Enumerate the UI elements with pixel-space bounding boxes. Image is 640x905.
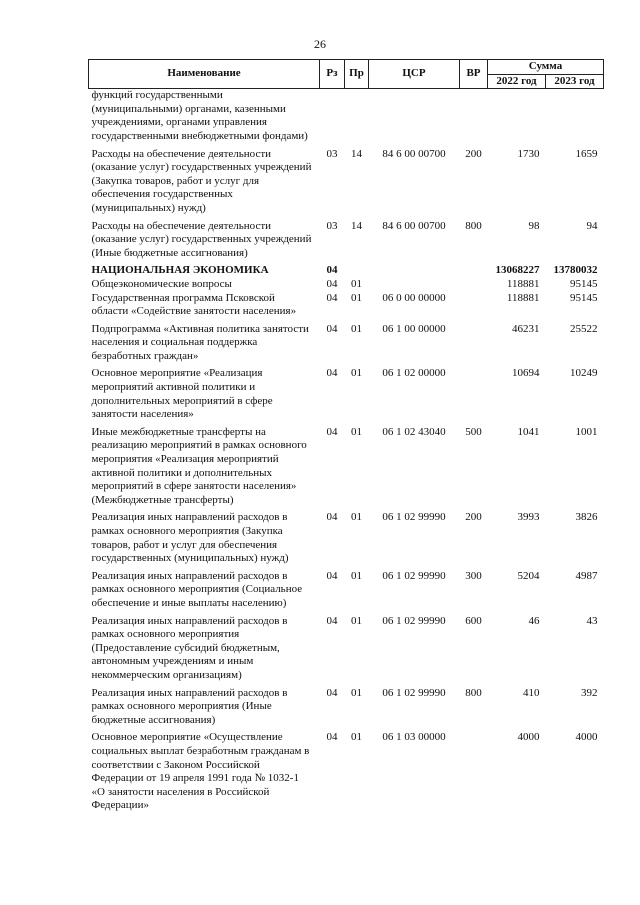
row-name: Государственная программа Псковской области «Содействие занятости населения» <box>91 291 297 318</box>
row-rz: 04 <box>326 277 338 290</box>
row-csr: 06 1 02 99990 <box>382 614 446 627</box>
row-sum-2023: 13780032 <box>553 264 598 277</box>
row-csr: 06 1 02 43040 <box>382 425 446 438</box>
row-name: Реализация иных направлений расходов в рамках основного мероприятия (Социальное обеспечение и иные выплаты населению) <box>91 569 303 609</box>
row-rz: 03 <box>326 147 338 160</box>
row-vr: 200 <box>465 511 482 524</box>
row-name: Реализация иных направлений расходов в рамках основного мероприятия (Предоставление субсидий бюджетным, автономным учреждениям и иным некоммерческим организациям) <box>91 614 288 681</box>
header-pr: Пр <box>345 60 369 89</box>
row-rz <box>320 89 345 144</box>
row-sum-2023: 43 <box>586 614 598 627</box>
row-vr: 300 <box>465 569 482 582</box>
row-sum-2023: 4987 <box>575 569 598 582</box>
row-sum-2023: 94 <box>586 219 598 232</box>
row-rz: 04 <box>326 731 338 744</box>
row-vr <box>460 363 488 421</box>
page-number: 26 <box>314 37 326 51</box>
row-csr: 06 1 00 00000 <box>382 322 446 335</box>
row-pr: 14 <box>351 147 362 160</box>
row-vr <box>460 727 488 813</box>
row-rz: 04 <box>326 425 338 438</box>
row-name: Реализация иных направлений расходов в рамках основного мероприятия (Закупка товаров, работ и услуг для обеспечения государственных (муниципальных) нужд) <box>91 511 289 565</box>
table-row <box>89 566 604 611</box>
table-body <box>89 89 604 813</box>
table-row <box>89 89 604 144</box>
row-pr: 01 <box>351 277 362 290</box>
row-sum-2022: 98 <box>528 219 540 232</box>
row-name: Расходы на обеспечение деятельности (оказание услуг) государственных учреждений (Иные бюджетные ассигнования) <box>91 219 312 259</box>
table-row <box>89 727 604 813</box>
row-rz: 04 <box>326 322 338 335</box>
table-row <box>89 216 604 261</box>
row-pr <box>345 89 369 144</box>
row-rz: 04 <box>326 511 338 524</box>
row-sum-2022: 118881 <box>506 291 540 304</box>
row-csr: 06 0 00 00000 <box>382 291 446 304</box>
row-vr: 500 <box>465 425 482 438</box>
row-vr: 600 <box>465 614 482 627</box>
row-sum-2023: 25522 <box>570 322 598 335</box>
row-rz: 03 <box>326 219 338 232</box>
row-pr: 01 <box>351 425 362 438</box>
row-pr: 01 <box>351 291 362 304</box>
row-pr: 01 <box>351 731 362 744</box>
row-name: Основное мероприятие «Реализация мероприятий активной политики и дополнительных мероприятий в сфере занятости населения» <box>91 367 273 421</box>
row-vr: 800 <box>465 219 482 232</box>
header-csr: ЦСР <box>369 60 460 89</box>
table-row <box>89 319 604 364</box>
header-name: Наименование <box>89 60 320 89</box>
header-sum: Сумма <box>488 60 604 75</box>
row-name: НАЦИОНАЛЬНАЯ ЭКОНОМИКА <box>91 264 269 277</box>
row-csr: 84 6 00 00700 <box>382 219 446 232</box>
table-row <box>89 292 604 319</box>
row-sum-2023: 10249 <box>570 367 598 380</box>
table-row <box>89 422 604 508</box>
table-row <box>89 278 604 292</box>
row-rz: 04 <box>326 569 338 582</box>
row-sum-2022: 46231 <box>512 322 540 335</box>
row-csr: 84 6 00 00700 <box>382 147 446 160</box>
row-sum-2023: 3826 <box>575 511 598 524</box>
row-pr: 01 <box>351 614 362 627</box>
row-vr: 800 <box>465 686 482 699</box>
row-sum-2023 <box>546 89 604 144</box>
row-sum-2022: 13068227 <box>495 264 540 277</box>
row-rz: 04 <box>326 291 338 304</box>
row-sum-2022: 4000 <box>517 731 540 744</box>
row-sum-2022: 10694 <box>512 367 540 380</box>
row-name: Иные межбюджетные трансферты на реализацию мероприятий в рамках основного мероприятия «Реализация мероприятий активной политики и дополнительных мероприятий в сфере занятости населения» (Межбюджетные трансферты) <box>91 425 307 506</box>
header-year-2022: 2022 год <box>488 74 546 89</box>
row-sum-2023: 1001 <box>575 425 598 438</box>
table-row <box>89 507 604 565</box>
row-name: Расходы на обеспечение деятельности (оказание услуг) государственных учреждений (Закупка товаров, работ и услуг для обеспечения государственных (муниципальных) нужд) <box>91 147 312 214</box>
row-name: Реализация иных направлений расходов в рамках основного мероприятия (Иные бюджетные ассигнования) <box>91 686 288 726</box>
row-csr: 06 1 03 00000 <box>382 731 446 744</box>
row-vr <box>460 260 488 278</box>
header-rz: Рз <box>320 60 345 89</box>
row-sum-2023: 95145 <box>570 291 598 304</box>
table-header <box>89 60 604 89</box>
row-pr <box>345 260 369 278</box>
budget-table <box>88 59 604 813</box>
row-csr <box>369 89 460 144</box>
row-pr: 01 <box>351 367 362 380</box>
row-csr: 06 1 02 99990 <box>382 686 446 699</box>
row-name: Основное мероприятие «Осуществление социальных выплат безработным гражданам в соответствии с Законом Российской Федерации от 19 апреля 1991 года № 1032-1 «О занятости населения в Российской Федерации» <box>91 731 310 812</box>
row-sum-2022: 5204 <box>517 569 540 582</box>
row-pr: 14 <box>351 219 362 232</box>
row-sum-2023: 392 <box>581 686 598 699</box>
row-csr: 06 1 02 99990 <box>382 569 446 582</box>
table-row <box>89 363 604 421</box>
row-name: Общеэкономические вопросы <box>91 277 232 290</box>
row-csr <box>369 278 460 292</box>
row-sum-2022: 410 <box>523 686 540 699</box>
table-row <box>89 144 604 216</box>
row-sum-2022: 1730 <box>517 147 540 160</box>
row-vr <box>460 292 488 319</box>
row-pr: 01 <box>351 686 362 699</box>
row-rz: 04 <box>326 686 338 699</box>
table-row <box>89 260 604 278</box>
row-rz: 04 <box>326 264 338 277</box>
row-rz: 04 <box>326 614 338 627</box>
row-vr: 200 <box>465 147 482 160</box>
row-sum-2022: 3993 <box>517 511 540 524</box>
row-csr <box>369 260 460 278</box>
row-sum-2023: 95145 <box>570 277 598 290</box>
table-row <box>89 683 604 728</box>
row-sum-2022: 46 <box>528 614 540 627</box>
header-vr: ВР <box>460 60 488 89</box>
header-year-2023: 2023 год <box>546 74 604 89</box>
row-sum-2023: 1659 <box>575 147 598 160</box>
row-pr: 01 <box>351 569 362 582</box>
row-sum-2023: 4000 <box>575 731 598 744</box>
table-row <box>89 611 604 683</box>
row-csr: 06 1 02 00000 <box>382 367 446 380</box>
row-vr <box>460 278 488 292</box>
row-pr: 01 <box>351 511 362 524</box>
row-vr <box>460 319 488 364</box>
row-name: Подпрограмма «Активная политика занятости населения и социальная поддержка безработных граждан» <box>91 322 309 362</box>
row-rz: 04 <box>326 367 338 380</box>
row-pr: 01 <box>351 322 362 335</box>
row-sum-2022 <box>488 89 546 144</box>
row-vr <box>460 89 488 144</box>
row-name: функций государственными (муниципальными) органами, казенными учреждениями, органами управления государственными внебюджетными фондами) <box>91 89 308 142</box>
row-sum-2022: 1041 <box>517 425 540 438</box>
row-sum-2022: 118881 <box>506 277 540 290</box>
row-csr: 06 1 02 99990 <box>382 511 446 524</box>
